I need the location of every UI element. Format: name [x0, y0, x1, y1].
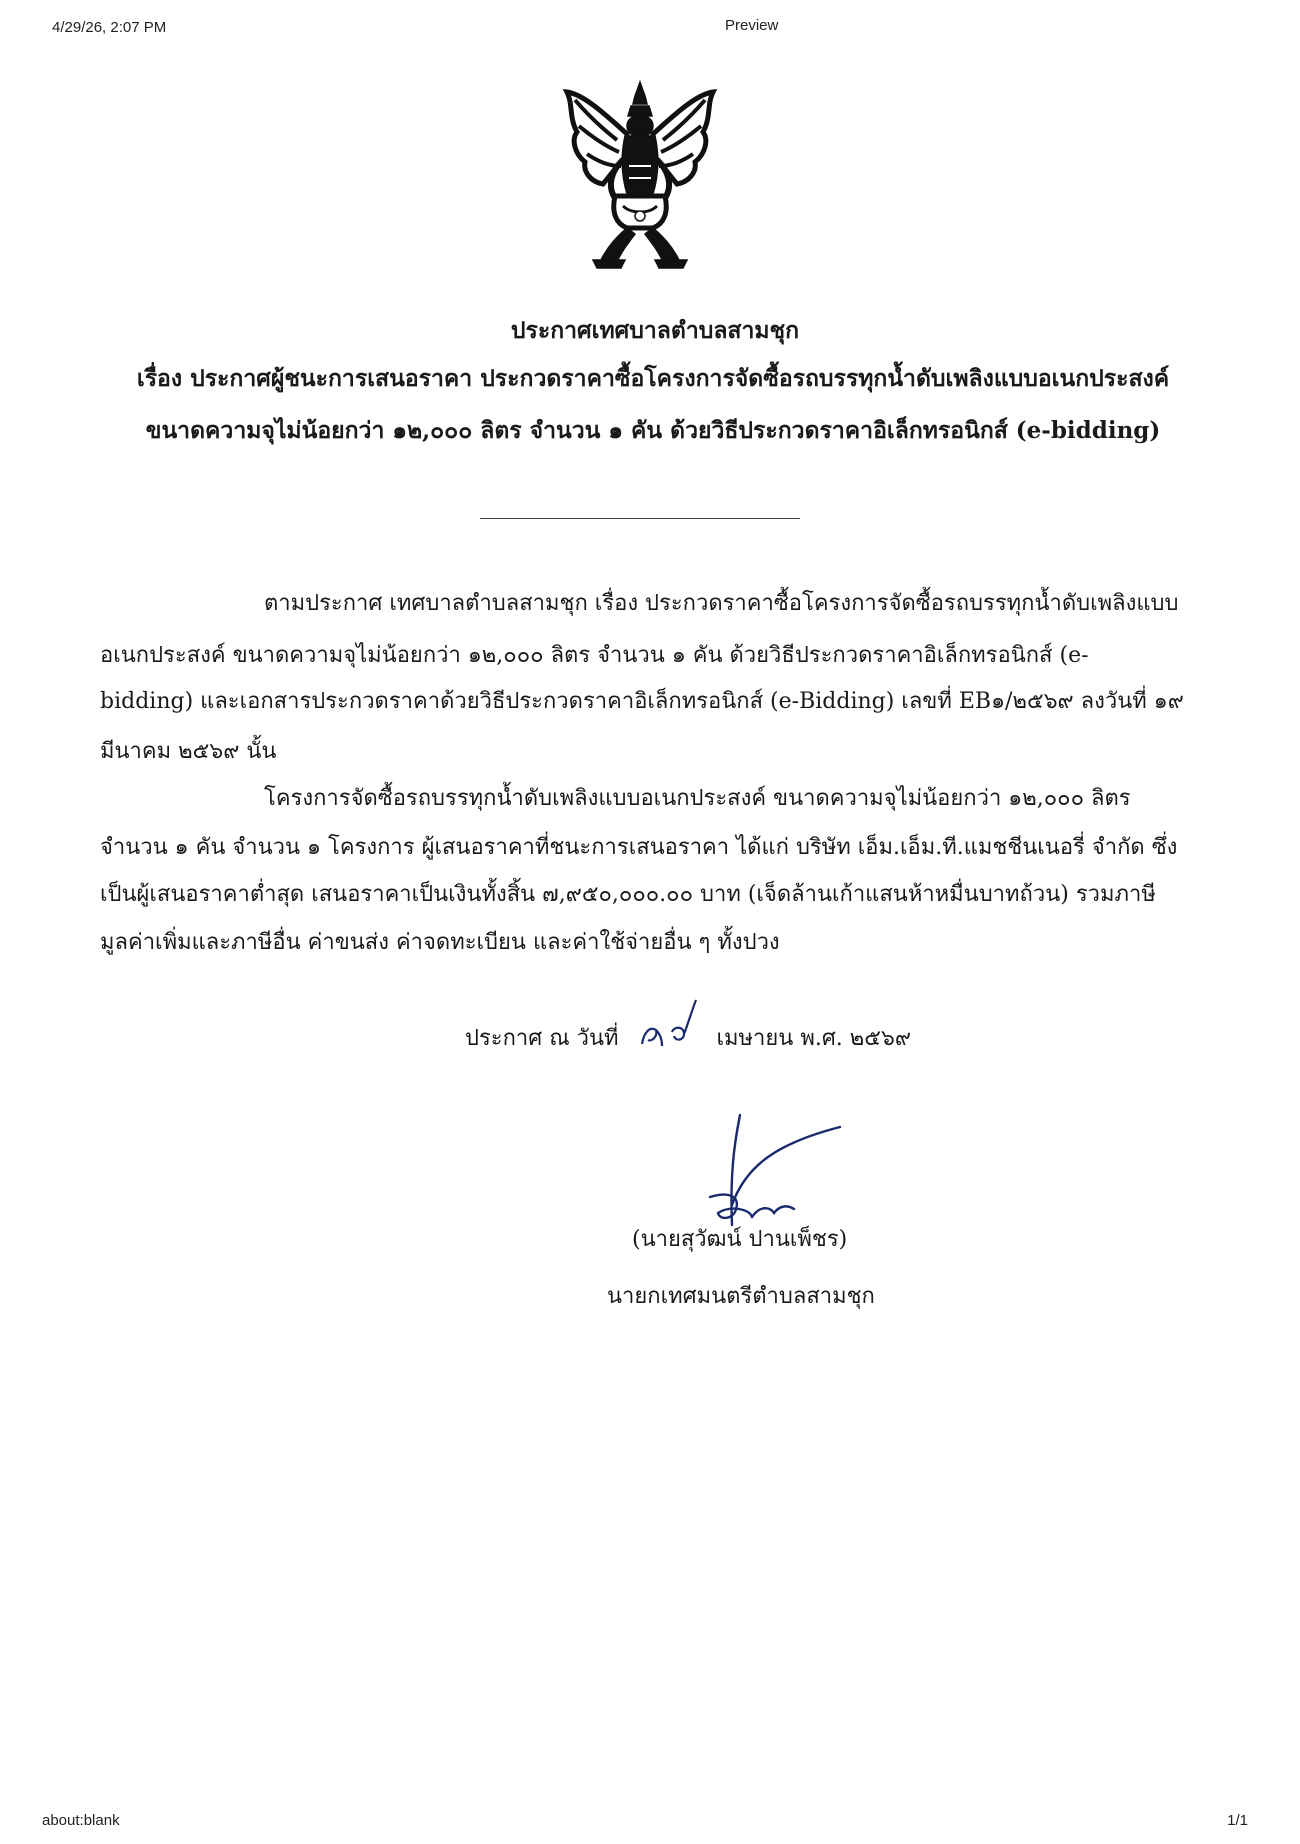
- signature-icon: [690, 1105, 850, 1245]
- paragraph-1-line: อเนกประสงค์ ขนาดความจุไม่น้อยกว่า ๑๒,๐๐๐ ลิตร จำนวน ๑ คัน ด้วยวิธีประกวดราคาอิเล็กทรอนิกส์ (e-: [100, 643, 1089, 668]
- garuda-emblem-icon: [555, 74, 725, 270]
- announcement-subject-cont: ขนาดความจุไม่น้อยกว่า ๑๒,๐๐๐ ลิตร จำนวน ๑ คัน ด้วยวิธีประกวดราคาอิเล็กทรอนิกส์ (e-bidding): [145, 417, 1161, 444]
- paragraph-1-line: มีนาคม ๒๕๖๙ นั้น: [100, 739, 277, 764]
- signer-name: (นายสุวัฒน์ ปานเพ็ชร): [632, 1227, 848, 1252]
- announcement-date: [465, 1024, 911, 1054]
- paragraph-2-line: โครงการจัดซื้อรถบรรทุกน้ำดับเพลิงแบบอเนกประสงค์ ขนาดความจุไม่น้อยกว่า ๑๒,๐๐๐ ลิตร: [264, 786, 1131, 811]
- handwritten-day-icon: [632, 996, 710, 1056]
- signer-title: นายกเทศมนตรีตำบลสามชุก: [607, 1284, 875, 1309]
- paragraph-2-line: เป็นผู้เสนอราคาต่ำสุด เสนอราคาเป็นเงินทั้งสิ้น ๗,๙๕๐,๐๐๐.๐๐ บาท (เจ็ดล้านเก้าแสนห้าหมื่นบาทถ้วน) รวมภาษี: [100, 882, 1156, 907]
- print-page-count: 1/1: [1227, 1812, 1248, 1829]
- announcement-subject: เรื่อง ประกาศผู้ชนะการเสนอราคา ประกวดราคาซื้อโครงการจัดซื้อรถบรรทุกน้ำดับเพลิงแบบอเนกประสงค์: [136, 365, 1170, 392]
- handwritten-day: [632, 1024, 710, 1054]
- print-window-title: Preview: [725, 17, 779, 34]
- announcement-issuer: ประกาศเทศบาลตำบลสามชุก: [510, 317, 800, 344]
- print-url: about:blank: [42, 1812, 120, 1829]
- date-prefix: ประกาศ ณ วันที่: [465, 1026, 619, 1051]
- paragraph-1-line: ตามประกาศ เทศบาลตำบลสามชุก เรื่อง ประกวดราคาซื้อโครงการจัดซื้อรถบรรทุกน้ำดับเพลิงแบบ: [264, 591, 1179, 616]
- print-timestamp: 4/29/26, 2:07 PM: [52, 19, 167, 36]
- title-divider: [480, 518, 800, 519]
- paragraph-1-line: bidding) และเอกสารประกวดราคาด้วยวิธีประกวดราคาอิเล็กทรอนิกส์ (e-Bidding) เลขที่ EB๑/๒๕๖๙ ลงวันที่ ๑๙: [100, 689, 1184, 714]
- paragraph-2-line: จำนวน ๑ คัน จำนวน ๑ โครงการ ผู้เสนอราคาที่ชนะการเสนอราคา ได้แก่ บริษัท เอ็ม.เอ็ม.ที.แมชชีนเนอรี่ จำกัด ซึ่ง: [100, 835, 1178, 860]
- paragraph-2-line: มูลค่าเพิ่มและภาษีอื่น ค่าขนส่ง ค่าจดทะเบียน และค่าใช้จ่ายอื่น ๆ ทั้งปวง: [100, 930, 780, 955]
- date-suffix: เมษายน พ.ศ. ๒๕๖๙: [716, 1026, 912, 1051]
